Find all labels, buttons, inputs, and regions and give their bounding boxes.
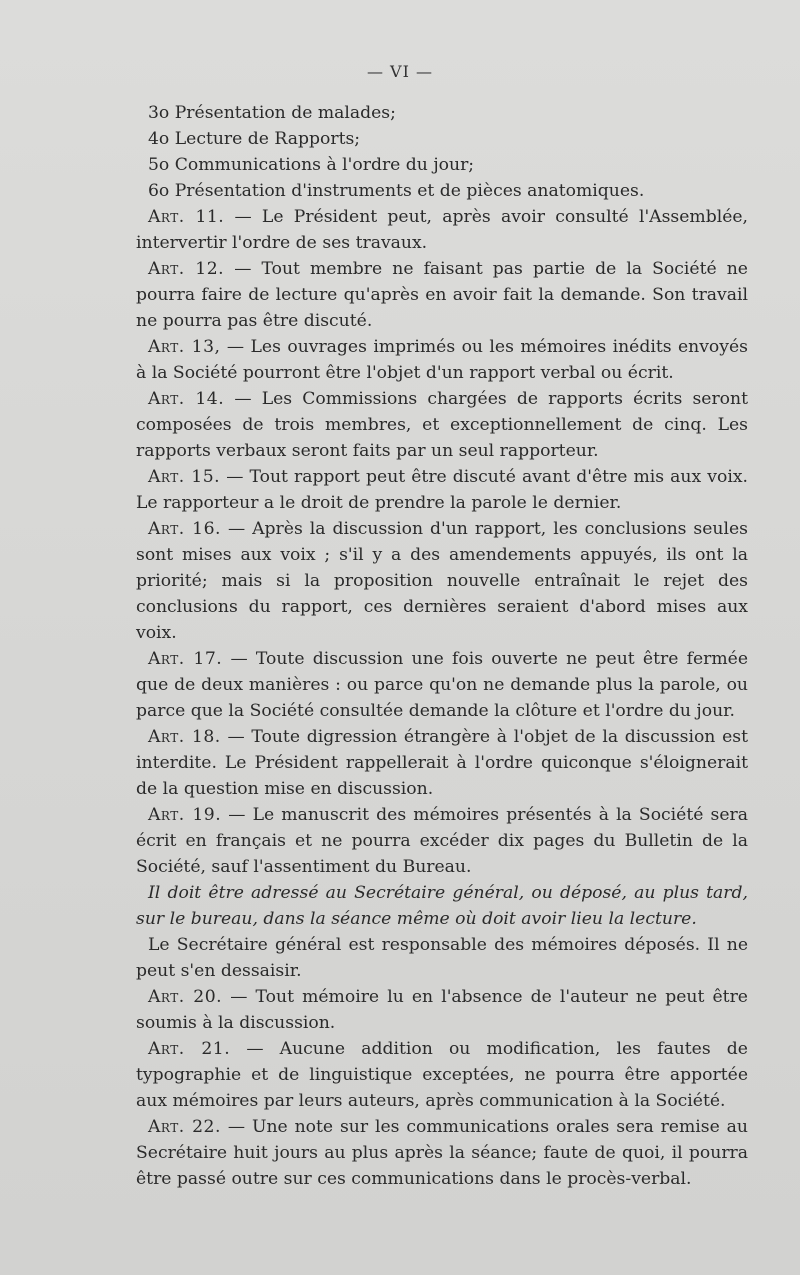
article-15 bbox=[136, 464, 748, 516]
article-text: — Une note sur les communications orales sera remise au Secrétaire huit jours au plus après la séance; faute de quoi, il pourra être passé outre sur ces communications dans le procès-verbal. bbox=[136, 1117, 748, 1189]
article-13 bbox=[136, 334, 748, 386]
page-folio: — VI — bbox=[366, 62, 434, 81]
article-label: Art. 22. bbox=[148, 1117, 221, 1137]
article-label: Art. 12. bbox=[148, 259, 225, 279]
article-19 bbox=[136, 802, 748, 880]
article-text: — Les ouvrages imprimés ou les mémoires inédits envoyés à la Société pourront être l'objet d'un rapport verbal ou écrit. bbox=[136, 337, 748, 383]
article-14 bbox=[136, 386, 748, 464]
article-label: Art. 21. bbox=[148, 1039, 231, 1059]
article-label: Art. 15. bbox=[148, 467, 221, 487]
article-label: Art. 13, bbox=[148, 337, 221, 357]
article-label: Art. 17. bbox=[148, 649, 223, 669]
article-18 bbox=[136, 724, 748, 802]
article-text: — Aucune addition ou modification, les fautes de typographie et de linguistique exceptées, ne pourra être apportée aux mémoires par leurs auteurs, après communication à la Société. bbox=[136, 1039, 748, 1111]
article-17 bbox=[136, 646, 748, 724]
list-item: 3o Présentation de malades; bbox=[148, 103, 396, 123]
article-text: — Le Président peut, après avoir consulté l'Assemblée, intervertir l'ordre de ses travaux. bbox=[136, 207, 748, 253]
article-19-paragraph: Le Secrétaire général est responsable des mémoires déposés. Il ne peut s'en dessaisir. bbox=[136, 935, 748, 981]
article-21 bbox=[136, 1036, 748, 1114]
article-label: Art. 14. bbox=[148, 389, 225, 409]
article-text: — Tout mémoire lu en l'absence de l'auteur ne peut être soumis à la discussion. bbox=[136, 987, 748, 1033]
article-text: — Toute discussion une fois ouverte ne peut être fermée que de deux manières : ou parce qu'on ne demande plus la parole, ou parce que la Société consultée demande la clôture et l'ordre du jour. bbox=[136, 649, 748, 721]
list-item: 5o Communications à l'ordre du jour; bbox=[148, 155, 475, 175]
article-label: Art. 19. bbox=[148, 805, 222, 825]
article-16 bbox=[136, 516, 748, 646]
article-label: Art. 20. bbox=[148, 987, 223, 1007]
article-text: — Le manuscrit des mémoires présentés à la Société sera écrit en français et ne pourra excéder dix pages du Bulletin de la Société, sauf l'assentiment du Bureau. bbox=[136, 805, 748, 877]
article-label: Art. 16. bbox=[148, 519, 222, 539]
article-12 bbox=[136, 256, 748, 334]
article-text: — Après la discussion d'un rapport, les conclusions seules sont mises aux voix ; s'il y a des amendements appuyés, ils ont la priorité; mais si la proposition nouvelle entraînait le rejet des conclusions du rapport, ces dernières seraient d'abord mises aux voix. bbox=[136, 519, 748, 643]
article-text: — Tout rapport peut être discuté avant d'être mis aux voix. Le rapporteur a le droit de prendre la parole le dernier. bbox=[136, 467, 748, 513]
article-text: — Tout membre ne faisant pas partie de la Société ne pourra faire de lecture qu'après en avoir fait la demande. Son travail ne pourra pas être discuté. bbox=[136, 259, 748, 331]
article-11 bbox=[136, 204, 748, 256]
article-text: — Toute digression étrangère à l'objet de la discussion est interdite. Le Président rappellerait à l'ordre quiconque s'éloignerait de la question mise en discussion. bbox=[136, 727, 748, 799]
list-item: 4o Lecture de Rapports; bbox=[148, 129, 361, 149]
article-20 bbox=[136, 984, 748, 1036]
article-19-italic-paragraph: Il doit être adressé au Secrétaire général, ou déposé, au plus tard, sur le bureau, dans la séance même où doit avoir lieu la lecture. bbox=[136, 883, 748, 929]
list-item: 6o Présentation d'instruments et de pièces anatomiques. bbox=[148, 181, 645, 201]
article-label: Art. 11. bbox=[148, 207, 225, 227]
article-text: — Les Commissions chargées de rapports écrits seront composées de trois membres, et exceptionnellement de cinq. Les rapports verbaux seront faits par un seul rapporteur. bbox=[136, 389, 748, 461]
article-label: Art. 18. bbox=[148, 727, 221, 747]
article-22 bbox=[136, 1114, 748, 1192]
page-body bbox=[136, 100, 748, 1192]
